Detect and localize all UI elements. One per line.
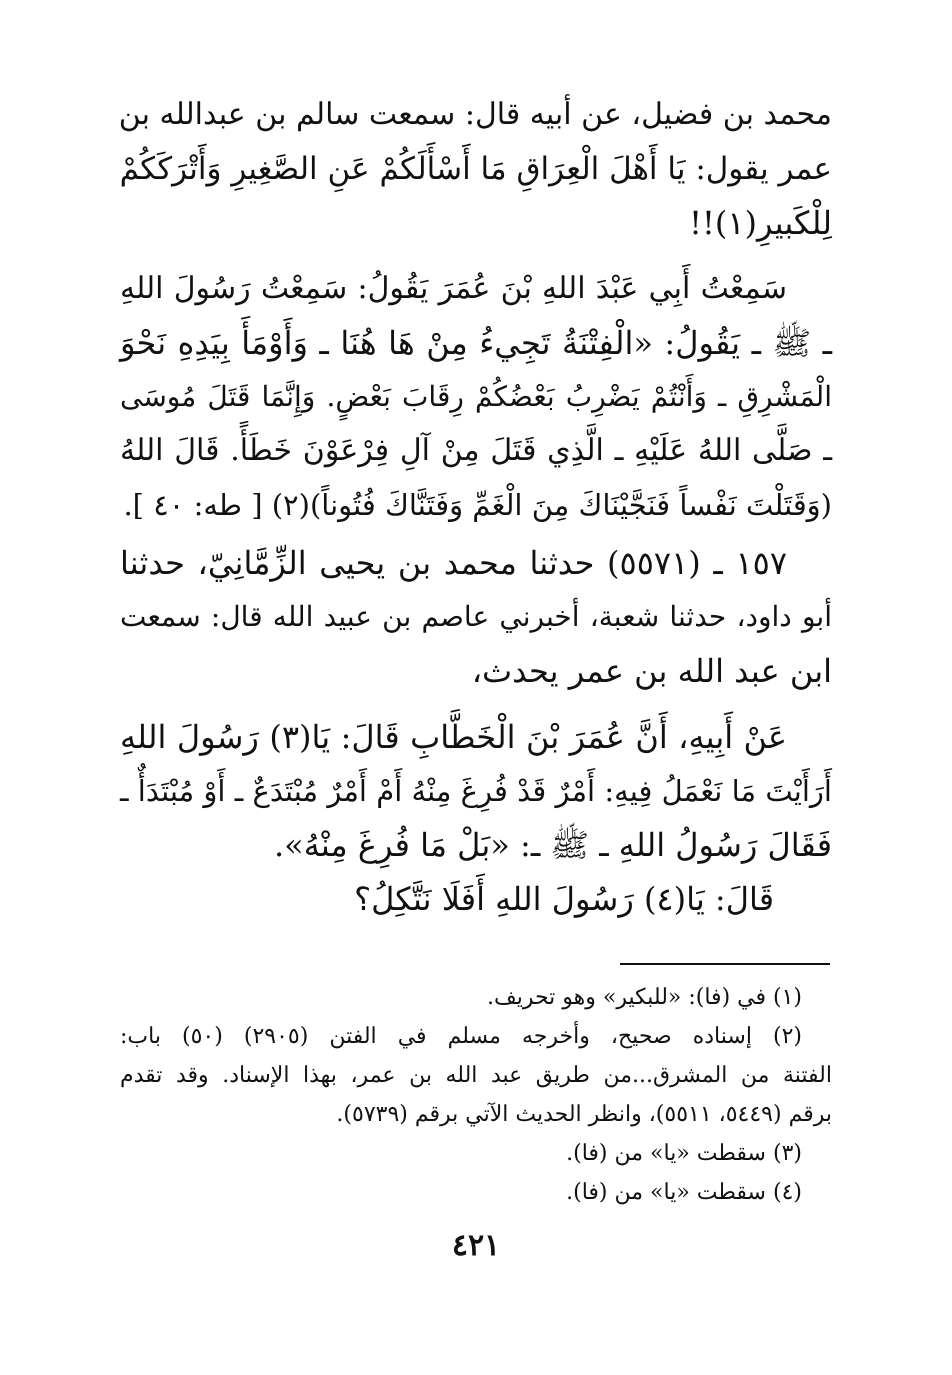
paragraph-2 — [120, 262, 832, 532]
text-line: فَقَالَ رَسُولُ اللهِ ـ ﷺ ـ: «بَلْ مَا فُرِغَ مِنْهُ». — [273, 826, 832, 864]
paragraph-4 — [120, 710, 832, 926]
paragraph-3 — [120, 536, 832, 698]
footnote-line: (٣) سقطت «يا» من (فا). — [566, 1141, 802, 1166]
text-line: ـ صَلَّى اللهُ عَلَيْهِ ـ الَّذِي قَتَلَ مِنْ آلِ فِرْعَوْنَ خَطَأً. قَالَ اللهُ — [120, 433, 832, 468]
footnote-line: (٤) سقطت «يا» من (فا). — [566, 1180, 802, 1205]
text-line: قَالَ: يَا(٤) رَسُولَ اللهِ أَفَلَا نَتَّكِلُ؟ — [354, 880, 774, 918]
text-line: سَمِعْتُ أَبِي عَبْدَ اللهِ بْنَ عُمَرَ يَقُولُ: سَمِعْتُ رَسُولَ اللهِ — [120, 271, 787, 306]
text-line: أَرَأَيْتَ مَا نَعْمَلُ فِيهِ: أَمْرٌ قَدْ فُرِغَ مِنْهُ أَمْ أَمْرٌ مُبْتَدَعٌ ـ أَوْ مُبْتَدَأٌ ـ — [120, 774, 832, 808]
footnote-line: (١) في (فا): «للبكير» وهو تحريف. — [486, 985, 802, 1010]
footnote-line: الفتنة من المشرق...من طريق عبد الله بن عمر، بهذا الإسناد. وقد تقدم — [120, 1063, 833, 1088]
text-line: ابن عبد الله بن عمر يحدث، — [471, 652, 832, 690]
text-line: أبو داود، حدثنا شعبة، أخبرني عاصم بن عبيد الله قال: سمعت — [120, 600, 832, 633]
text-line: ١٥٧ ـ (٥٥٧١) حدثنا محمد بن يحيى الزِّمَّانِيّ، حدثنا — [120, 544, 788, 582]
text-line: محمد بن فضيل، عن أبيه قال: سمعت سالم بن عبدالله بن — [118, 97, 832, 132]
text-line: الْمَشْرِقِ ـ وَأَنْتُمْ يَضْرِبُ بَعْضُكُمْ رِقَابَ بَعْضٍ. وَإِنَّمَا قَتَلَ مُوسَى — [120, 380, 832, 413]
text-line: عَنْ أَبِيهِ، أَنَّ عُمَرَ بْنَ الْخَطَّابِ قَالَ: يَا(٣) رَسُولَ اللهِ — [120, 718, 788, 756]
footnote-line: برقم (٥٤٤٩، ٥٥١١)، وانظر الحديث الآتي برقم (٥٧٣٩). — [336, 1102, 832, 1127]
text-line: لِلْكَبيرِ(١)!! — [689, 204, 832, 242]
paragraph-1 — [120, 88, 832, 250]
footnote-line: (٢) إسناده صحيح، وأخرجه مسلم في الفتن (٢٩٠٥) (٥٠) باب: — [120, 1024, 802, 1049]
footnotes — [120, 978, 832, 1212]
text-line: ـ ﷺ ـ يَقُولُ: «الْفِتْنَةُ تَجِيءُ مِنْ هَا هُنَا ـ وَأَوْمَأَ بِيَدِهِ نَحْوَ — [120, 324, 832, 362]
text-line: عمر يقول: يَا أَهْلَ الْعِرَاقِ مَا أَسْأَلَكُمْ عَنِ الصَّغِيرِ وَأَتْرَكَكُمْ — [119, 151, 832, 187]
page-number: ٤٢١ — [451, 1228, 501, 1263]
footnote-separator — [620, 963, 830, 965]
text-line: (وَقَتَلْتَ نَفْساً فَنَجَّيْنَاكَ مِنَ الْغَمِّ وَفَتَنَّاكَ فُتُوناً)(٢) [ طه: ٤٠ ]. — [123, 488, 832, 522]
